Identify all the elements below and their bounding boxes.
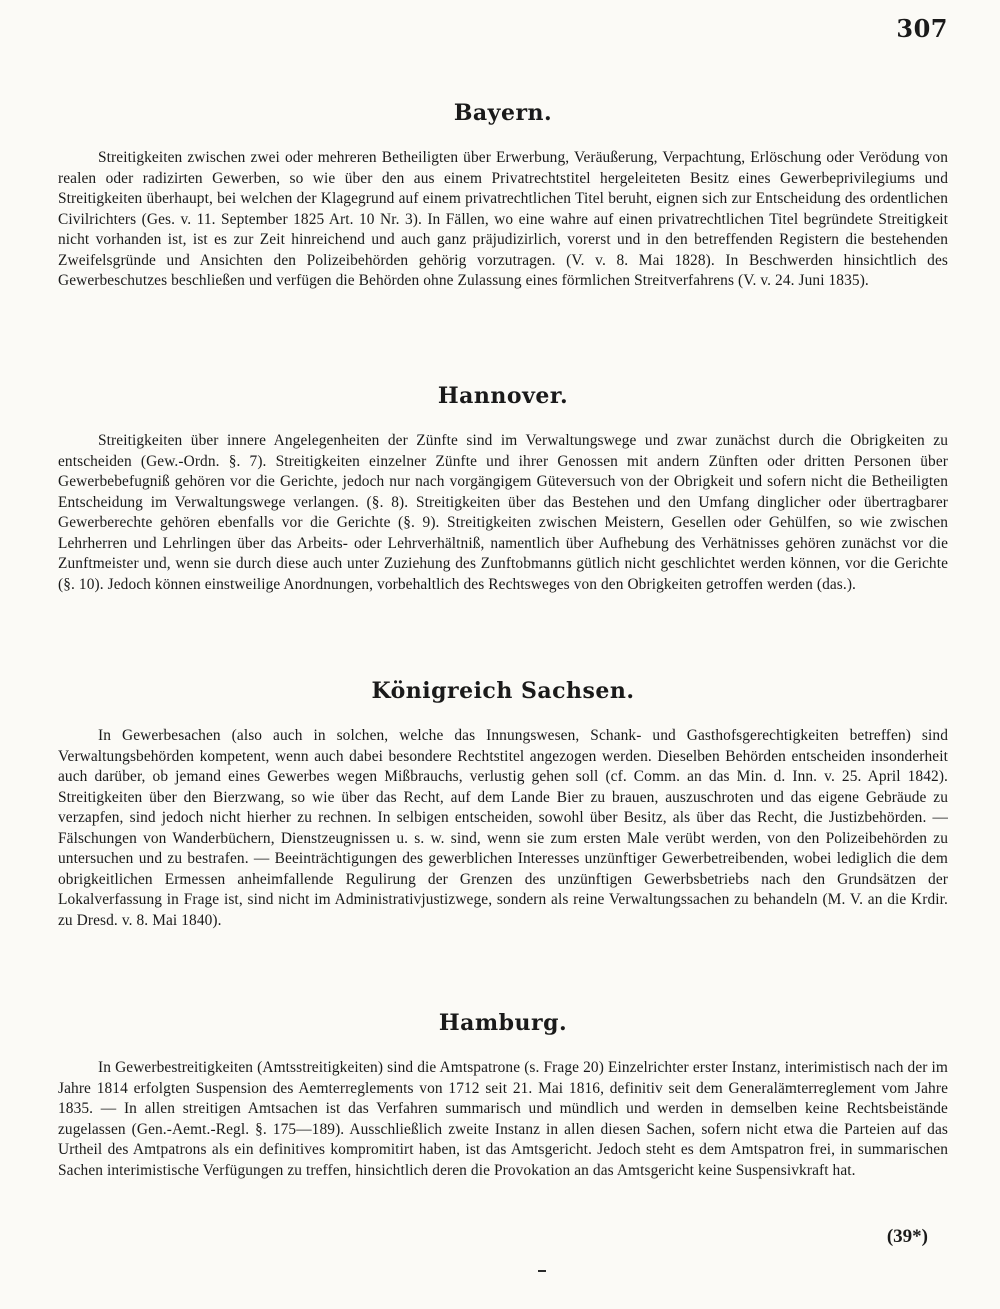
section-hannover: [58, 383, 948, 595]
footer-dash-mark: [538, 1270, 546, 1272]
section-paragraph: Streitigkeiten zwischen zwei oder mehreren Betheiligten über Erwerbung, Veräußerung, Verpachtung, Erlöschung oder Verödung von realen oder radizirten Gewerben, so wie über den aus einem Privatrechtstitel hergeleiteten Besitz eines Gewerbeprivilegiums und Streitigkeiten überhaupt, bei welchen der Klagegrund auf einem privatrechtlichen Titel beruht, eignen sich zur Entscheidung des ordentlichen Civilrichters (Ges. v. 11. September 1825 Art. 10 Nr. 3). In Fällen, wo eine wahre auf einen privatrechtlichen Titel begründete Streitigkeit nicht vorhanden ist, ist es zur Zeit hinreichend und auch ganz präjudizirlich, vorerst und in den betreffenden Registern die bestehenden Zweifelsgründe und Ansichten den Polizeibehörden gehörig vorzutragen. (V. v. 8. Mai 1828). In Beschwerden hinsichtlich des Gewerbeschutzes beschließen und verfügen die Behörden ohne Zulassung eines förmlichen Streitverfahrens (V. v. 24. Juni 1835).: [58, 149, 948, 289]
section-bayern: [58, 100, 948, 292]
section-paragraph: In Gewerbesachen (also auch in solchen, welche das Innungswesen, Schank- und Gasthofsgerechtigkeiten betreffen) sind Verwaltungsbehörden kompetent, wenn auch dabei besondere Rechtstitel angezogen werden. Dieselben Behörden entscheiden insonderheit auch darüber, ob jemand eines Gewerbes wegen Mißbrauchs, verlustig gehen soll (cf. Comm. an das Min. d. Inn. v. 25. April 1842). Streitigkeiten über den Bierzwang, so wie über das Recht, auf dem Lande Bier zu brauen, auszuschroten und das eigene Gebräude zu verzapfen, sind jedoch nicht hierher zu rechnen. In selbigen entscheiden, sowohl über Besitz, als über das Recht, die Justizbehörden. — Fälschungen von Wanderbüchern, Dienstzeugnissen u. s. w. sind, wenn sie zum ersten Male verübt werden, von den Polizeibehörden zu untersuchen und zu bestrafen. — Beeinträchtigungen des gewerblichen Interesses unzünftiger Gewerbetreibenden, wobei lediglich die dem obrigkeitlichen Ermessen anheimfallende Regulirung der Grenzen des unzünftigen Gewerbsbetriebs nach den Grundsätzen der Lokalverfassung in Frage ist, sind nicht im Administrativjustizwege, sondern als reine Verwaltungssachen zu behandeln (M. V. an die Krdir. zu Dresd. v. 8. Mai 1840).: [58, 727, 948, 929]
section-heading: Hamburg.: [438, 1010, 568, 1036]
section-sachsen: [58, 678, 948, 931]
section-hamburg: [58, 1010, 948, 1181]
section-paragraph: In Gewerbestreitigkeiten (Amtsstreitigkeiten) sind die Amtspatrone (s. Frage 20) Einzelrichter erster Instanz, interimistisch nach der im Jahre 1814 erfolgten Suspension des Aemterreglements von 1712 seit 21. Mai 1816, definitiv seit dem Generalämterreglement vom Jahre 1835. — In allen streitigen Amtsachen ist das Verfahren summarisch und mündlich und werden in demselben keine Rechtsbeistände zugelassen (Gen.-Aemt.-Regl. §. 175—189). Ausschließlich zweite Instanz in allen diesen Sachen, sofern nicht etwa die Parteien auf das Urtheil des Amtpatrons als ein definitives kompromitirt haben, ist das Amtsgericht. Jedoch steht es dem Amtspatron frei, in summarischen Sachen interimistische Verfügungen zu treffen, hinsichtlich deren die Provokation an das Amtsgericht keine Suspensivkraft hat.: [58, 1059, 948, 1179]
section-heading: Königreich Sachsen.: [371, 678, 635, 704]
section-heading: Bayern.: [453, 100, 553, 126]
section-paragraph: Streitigkeiten über innere Angelegenheiten der Zünfte sind im Verwaltungswege und zwar zunächst durch die Obrigkeiten zu entscheiden (Gew.-Ordn. §. 7). Streitigkeiten einzelner Zünfte und ihrer Genossen mit andern Zünften oder dritten Personen über Gewerbebefugniß gehören vor die Gerichte, jedoch nur nach vorgängigem Güteversuch von der Obrigkeit und sofern nicht die Betheiligten Entscheidung im Verwaltungswege verlangen. (§. 8). Streitigkeiten über das Bestehen und den Umfang dinglicher oder übertragbarer Gewerberechte gehören ebenfalls vor die Gerichte (§. 9). Streitigkeiten zwischen Meistern, Gesellen oder Gehülfen, so wie zwischen Lehrherren und Lehrlingen über das Arbeits- oder Lehrverhältniß, namentlich über Aufhebung des Verhätnisses gehören zunächst vor die Zunftmeister und, wenn sie durch diese auch unter Zuziehung des Zunftobmanns gütlich nicht geschlichtet werden können, vor die Gerichte (§. 10). Jedoch können einstweilige Anordnungen, vorbehaltlich des Rechtsweges von den Obrigkeiten getroffen werden (das.).: [58, 432, 948, 593]
page-number: 307: [896, 14, 948, 43]
printer-signature: (39*): [886, 1226, 928, 1247]
section-heading: Hannover.: [437, 383, 569, 409]
